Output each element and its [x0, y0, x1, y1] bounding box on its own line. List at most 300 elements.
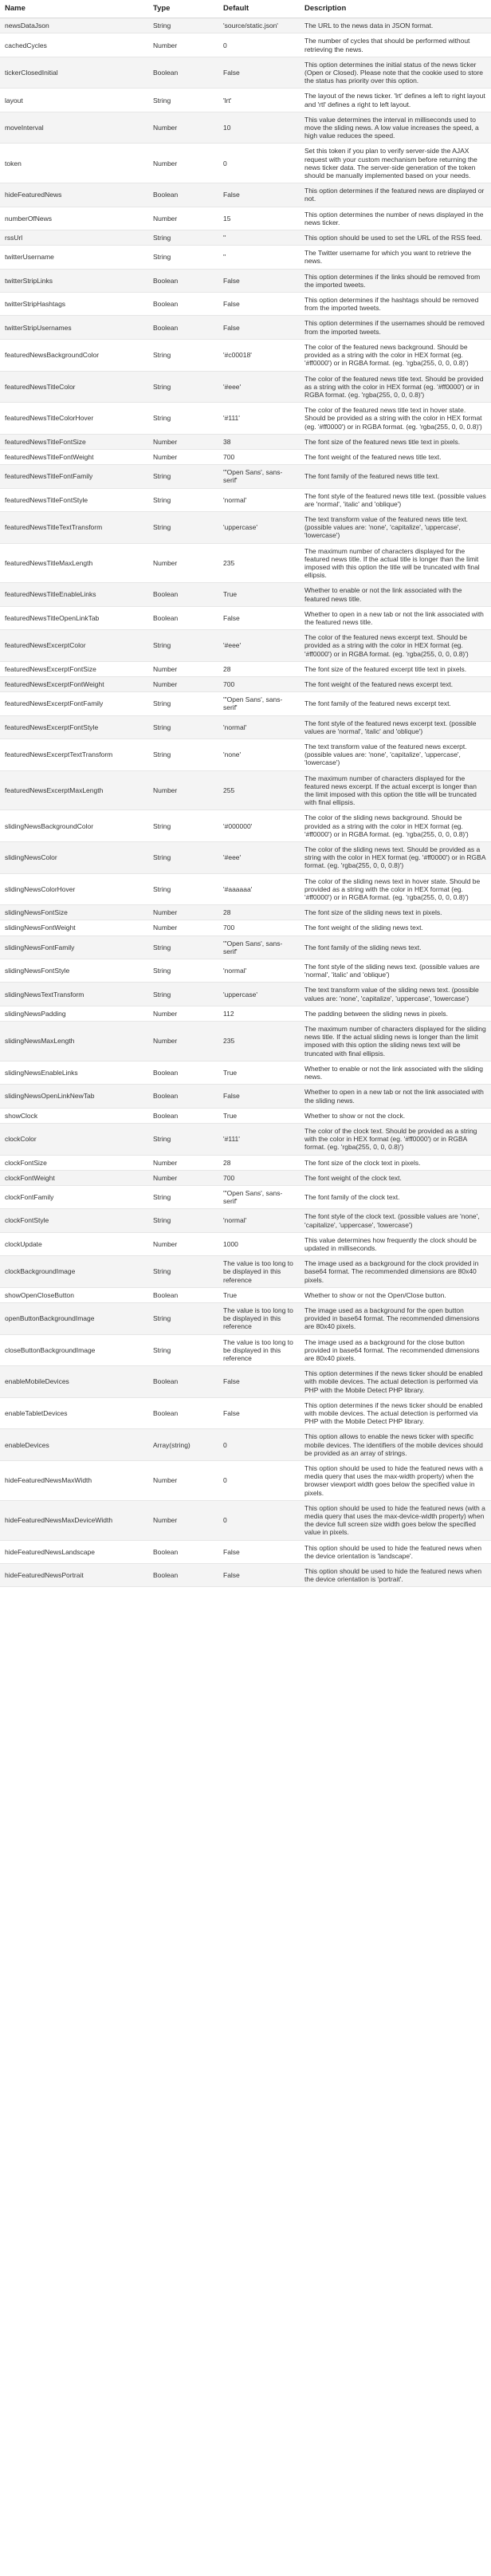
option-description-cell: The font weight of the sliding news text.: [300, 920, 491, 935]
option-type-cell: Number: [148, 1022, 218, 1062]
option-default-cell: 28: [218, 661, 300, 676]
table-row: [0, 959, 491, 983]
option-name-cell: enableTabletDevices: [0, 1397, 148, 1429]
option-description-cell: This option should be used to set the URL of the RSS feed.: [300, 230, 491, 246]
option-name-cell: featuredNewsBackgroundColor: [0, 339, 148, 371]
option-name-cell: slidingNewsTextTransform: [0, 983, 148, 1006]
option-name-cell: hideFeaturedNewsLandscape: [0, 1540, 148, 1563]
option-default-cell: '"Open Sans', sans-serif': [218, 692, 300, 715]
option-type-cell: String: [148, 230, 218, 246]
option-description-cell: The image used as a background for the clock provided in base64 format. The recommended dimensions are 80x40 pixels.: [300, 1256, 491, 1288]
option-name-cell: enableMobileDevices: [0, 1366, 148, 1398]
option-default-cell: The value is too long to be displayed in this reference: [218, 1302, 300, 1334]
option-default-cell: '#000000': [218, 810, 300, 842]
option-default-cell: '#eee': [218, 630, 300, 662]
table-row: [0, 339, 491, 371]
table-row: [0, 183, 491, 207]
option-type-cell: String: [148, 842, 218, 874]
option-description-cell: This option should be used to hide the featured news with a media query that uses the max-width property) when the browser viewport width goes below the specified value in pixels.: [300, 1461, 491, 1501]
column-header-description: Description: [300, 0, 491, 18]
option-type-cell: String: [148, 935, 218, 959]
option-name-cell: slidingNewsFontWeight: [0, 920, 148, 935]
option-default-cell: 28: [218, 1155, 300, 1170]
option-type-cell: Number: [148, 1170, 218, 1185]
option-description-cell: The URL to the news data in JSON format.: [300, 18, 491, 33]
option-description-cell: The font weight of the featured news title text.: [300, 449, 491, 464]
option-description-cell: The font size of the clock text in pixels.: [300, 1155, 491, 1170]
option-description-cell: The font family of the featured news excerpt text.: [300, 692, 491, 715]
option-type-cell: Number: [148, 1006, 218, 1021]
option-type-cell: Boolean: [148, 1085, 218, 1108]
option-default-cell: True: [218, 1061, 300, 1084]
table-row: [0, 449, 491, 464]
option-description-cell: The color of the sliding news text. Should be provided as a string with the color in HEX format (eg. '#ff0000') or in RGBA format. (eg. 'rgba(255, 0, 0, 0.8)'): [300, 842, 491, 874]
option-type-cell: String: [148, 630, 218, 662]
table-row: [0, 1461, 491, 1501]
table-row: [0, 1170, 491, 1185]
option-name-cell: layout: [0, 89, 148, 112]
option-default-cell: 'source/static.json': [218, 18, 300, 33]
option-name-cell: featuredNewsExcerptTextTransform: [0, 739, 148, 771]
option-description-cell: Whether to show or not the Open/Close button.: [300, 1287, 491, 1302]
option-description-cell: The color of the featured news title text in hover state. Should be provided as a string with the color in HEX format (eg. '#ff0000') or in RGBA format. (eg. 'rgba(255, 0, 0, 0.8)'): [300, 403, 491, 435]
option-description-cell: The number of cycles that should be performed without retrieving the news.: [300, 33, 491, 57]
table-row: [0, 465, 491, 488]
option-description-cell: This option should be used to hide the featured news when the device orientation is 'landscape'.: [300, 1540, 491, 1563]
option-type-cell: Number: [148, 676, 218, 691]
table-row: [0, 144, 491, 183]
header-row: [0, 0, 491, 18]
option-default-cell: '': [218, 246, 300, 269]
table-row: [0, 873, 491, 905]
option-name-cell: clockBackgroundImage: [0, 1256, 148, 1288]
option-type-cell: String: [148, 739, 218, 771]
option-type-cell: String: [148, 983, 218, 1006]
table-row: [0, 1366, 491, 1398]
table-row: [0, 230, 491, 246]
option-type-cell: String: [148, 246, 218, 269]
option-description-cell: Whether to open in a new tab or not the link associated with the featured news title.: [300, 606, 491, 629]
table-row: [0, 715, 491, 739]
table-row: [0, 1006, 491, 1021]
option-name-cell: featuredNewsTitleEnableLinks: [0, 583, 148, 606]
table-row: [0, 89, 491, 112]
option-type-cell: Number: [148, 770, 218, 810]
option-description-cell: This option determines if the news ticker should be enabled with mobile devices. The actual detection is performed via PHP with the Mobile Detect PHP library.: [300, 1397, 491, 1429]
option-type-cell: Boolean: [148, 1540, 218, 1563]
option-description-cell: Set this token if you plan to verify server-side the AJAX request with your custom mechanism before returning the news ticker data. The server-side generation of the token should be manually implemented based on your needs.: [300, 144, 491, 183]
option-name-cell: clockColor: [0, 1123, 148, 1155]
table-row: [0, 33, 491, 57]
option-description-cell: This value determines the interval in milliseconds used to move the sliding news. A low value increases the speed, a high value reduces the speed.: [300, 112, 491, 144]
option-description-cell: The image used as a background for the open button provided in base64 format. The recommended dimensions are 80x40 pixels.: [300, 1302, 491, 1334]
option-default-cell: True: [218, 1287, 300, 1302]
table-row: [0, 770, 491, 810]
option-default-cell: 700: [218, 920, 300, 935]
option-description-cell: The font family of the clock text.: [300, 1185, 491, 1208]
option-type-cell: Number: [148, 1232, 218, 1255]
option-default-cell: '#c00018': [218, 339, 300, 371]
option-type-cell: Boolean: [148, 1366, 218, 1398]
table-row: [0, 1123, 491, 1155]
option-type-cell: Boolean: [148, 1061, 218, 1084]
table-row: [0, 1334, 491, 1366]
option-type-cell: Number: [148, 1500, 218, 1540]
option-description-cell: This option determines if the featured news are displayed or not.: [300, 183, 491, 207]
option-default-cell: False: [218, 269, 300, 292]
table-row: [0, 403, 491, 435]
option-name-cell: hideFeaturedNewsMaxWidth: [0, 1461, 148, 1501]
option-default-cell: 15: [218, 207, 300, 230]
option-name-cell: clockFontFamily: [0, 1185, 148, 1208]
option-name-cell: hideFeaturedNewsMaxDeviceWidth: [0, 1500, 148, 1540]
option-default-cell: 'normal': [218, 1209, 300, 1232]
table-row: [0, 676, 491, 691]
table-row: [0, 983, 491, 1006]
option-name-cell: slidingNewsFontSize: [0, 905, 148, 920]
option-description-cell: The text transform value of the sliding news text. (possible values are: 'none', 'capitalize', 'uppercase', 'lowercase'): [300, 983, 491, 1006]
table-row: [0, 1302, 491, 1334]
option-default-cell: 'uppercase': [218, 511, 300, 543]
table-row: [0, 920, 491, 935]
table-row: [0, 1061, 491, 1084]
option-default-cell: False: [218, 57, 300, 89]
option-type-cell: Boolean: [148, 316, 218, 339]
option-type-cell: Boolean: [148, 606, 218, 629]
table-row: [0, 269, 491, 292]
option-default-cell: 'normal': [218, 715, 300, 739]
table-row: [0, 1429, 491, 1461]
option-name-cell: twitterStripLinks: [0, 269, 148, 292]
option-name-cell: slidingNewsColor: [0, 842, 148, 874]
option-type-cell: String: [148, 403, 218, 435]
option-default-cell: 'normal': [218, 959, 300, 983]
option-default-cell: 'lrt': [218, 89, 300, 112]
option-description-cell: Whether to open in a new tab or not the link associated with the sliding news.: [300, 1085, 491, 1108]
option-name-cell: featuredNewsExcerptColor: [0, 630, 148, 662]
option-description-cell: The text transform value of the featured news excerpt. (possible values are: 'none', 'capitalize', 'uppercase', 'lowercase'): [300, 739, 491, 771]
option-name-cell: slidingNewsFontFamily: [0, 935, 148, 959]
option-default-cell: False: [218, 293, 300, 316]
option-default-cell: False: [218, 1540, 300, 1563]
option-default-cell: 0: [218, 33, 300, 57]
option-default-cell: '#111': [218, 403, 300, 435]
option-type-cell: String: [148, 1185, 218, 1208]
option-type-cell: Number: [148, 1461, 218, 1501]
table-row: [0, 1564, 491, 1587]
option-type-cell: Number: [148, 543, 218, 583]
option-description-cell: The color of the sliding news background. Should be provided as a string with the color in HEX format (eg. '#ff0000') or in RGBA format. (eg. 'rgba(255, 0, 0, 0.8)'): [300, 810, 491, 842]
table-row: [0, 661, 491, 676]
option-description-cell: This option determines if the news ticker should be enabled with mobile devices. The actual detection is performed via PHP with the Mobile Detect PHP library.: [300, 1366, 491, 1398]
option-name-cell: featuredNewsTitleFontFamily: [0, 465, 148, 488]
option-type-cell: String: [148, 959, 218, 983]
option-default-cell: 10: [218, 112, 300, 144]
option-description-cell: Whether to enable or not the link associated with the sliding news.: [300, 1061, 491, 1084]
option-type-cell: String: [148, 873, 218, 905]
option-default-cell: 0: [218, 144, 300, 183]
option-name-cell: featuredNewsTitleColorHover: [0, 403, 148, 435]
table-row: [0, 935, 491, 959]
option-default-cell: 'none': [218, 739, 300, 771]
option-type-cell: Boolean: [148, 183, 218, 207]
option-description-cell: This option should be used to hide the featured news (with a media query that uses the max-device-width property) when the device full screen size width goes below the specified value in pixels.: [300, 1500, 491, 1540]
option-type-cell: String: [148, 89, 218, 112]
option-name-cell: numberOfNews: [0, 207, 148, 230]
option-description-cell: The font family of the featured news title text.: [300, 465, 491, 488]
option-name-cell: enableDevices: [0, 1429, 148, 1461]
option-type-cell: Number: [148, 905, 218, 920]
option-default-cell: 112: [218, 1006, 300, 1021]
option-default-cell: 0: [218, 1500, 300, 1540]
option-type-cell: Boolean: [148, 1564, 218, 1587]
option-default-cell: True: [218, 583, 300, 606]
option-default-cell: '"Open Sans', sans-serif': [218, 935, 300, 959]
table-row: [0, 1108, 491, 1123]
option-default-cell: '"Open Sans', sans-serif': [218, 1185, 300, 1208]
option-name-cell: twitterStripUsernames: [0, 316, 148, 339]
option-description-cell: The maximum number of characters displayed for the featured news excerpt. If the actual excerpt is longer than the limit imposed with this option the title will be truncated with final ellipsis.: [300, 770, 491, 810]
option-default-cell: 255: [218, 770, 300, 810]
option-name-cell: featuredNewsExcerptFontSize: [0, 661, 148, 676]
option-description-cell: The color of the sliding news text in hover state. Should be provided as a string with the color in HEX format (eg. '#ff0000') or in RGBA format. (eg. 'rgba(255, 0, 0, 0.8)'): [300, 873, 491, 905]
option-name-cell: rssUrl: [0, 230, 148, 246]
option-default-cell: '#eee': [218, 371, 300, 403]
option-name-cell: slidingNewsOpenLinkNewTab: [0, 1085, 148, 1108]
option-name-cell: closeButtonBackgroundImage: [0, 1334, 148, 1366]
column-header-type: Type: [148, 0, 218, 18]
table-header: [0, 0, 491, 18]
option-description-cell: This option determines if the hashtags should be removed from the imported tweets.: [300, 293, 491, 316]
option-default-cell: False: [218, 316, 300, 339]
option-name-cell: tickerClosedInitial: [0, 57, 148, 89]
option-type-cell: Boolean: [148, 1108, 218, 1123]
table-row: [0, 810, 491, 842]
option-name-cell: clockFontSize: [0, 1155, 148, 1170]
option-name-cell: token: [0, 144, 148, 183]
option-name-cell: clockFontWeight: [0, 1170, 148, 1185]
option-default-cell: 0: [218, 1461, 300, 1501]
option-name-cell: featuredNewsTitleMaxLength: [0, 543, 148, 583]
option-description-cell: This option determines the number of news displayed in the news ticker.: [300, 207, 491, 230]
table-row: [0, 511, 491, 543]
table-row: [0, 1256, 491, 1288]
table-row: [0, 630, 491, 662]
option-default-cell: 700: [218, 1170, 300, 1185]
table-row: [0, 57, 491, 89]
option-type-cell: Boolean: [148, 293, 218, 316]
option-name-cell: slidingNewsEnableLinks: [0, 1061, 148, 1084]
option-type-cell: String: [148, 1209, 218, 1232]
option-description-cell: The color of the featured news background. Should be provided as a string with the color in HEX format (eg. '#ff0000') or in RGBA format. (eg. 'rgba(255, 0, 0, 0.8)'): [300, 339, 491, 371]
option-name-cell: newsDataJson: [0, 18, 148, 33]
option-description-cell: Whether to show or not the clock.: [300, 1108, 491, 1123]
option-type-cell: String: [148, 692, 218, 715]
option-type-cell: String: [148, 18, 218, 33]
option-description-cell: This value determines how frequently the clock should be updated in milliseconds.: [300, 1232, 491, 1255]
table-row: [0, 434, 491, 449]
option-type-cell: String: [148, 1256, 218, 1288]
option-description-cell: The font size of the featured news title text in pixels.: [300, 434, 491, 449]
option-type-cell: Number: [148, 661, 218, 676]
table-row: [0, 207, 491, 230]
option-description-cell: The maximum number of characters displayed for the featured news title. If the actual title is longer than the limit imposed with this option the title will be truncated with final ellipsis.: [300, 543, 491, 583]
table-row: [0, 842, 491, 874]
option-default-cell: False: [218, 606, 300, 629]
option-type-cell: String: [148, 339, 218, 371]
option-default-cell: False: [218, 183, 300, 207]
option-default-cell: False: [218, 1564, 300, 1587]
table-row: [0, 583, 491, 606]
option-default-cell: 'normal': [218, 488, 300, 511]
option-name-cell: hideFeaturedNewsPortrait: [0, 1564, 148, 1587]
option-default-cell: False: [218, 1397, 300, 1429]
option-name-cell: cachedCycles: [0, 33, 148, 57]
option-description-cell: The font size of the sliding news text in pixels.: [300, 905, 491, 920]
table-row: [0, 488, 491, 511]
option-name-cell: showClock: [0, 1108, 148, 1123]
option-description-cell: The font size of the featured excerpt title text in pixels.: [300, 661, 491, 676]
option-name-cell: featuredNewsTitleColor: [0, 371, 148, 403]
option-description-cell: The Twitter username for which you want to retrieve the news.: [300, 246, 491, 269]
option-description-cell: The image used as a background for the close button provided in base64 format. The recommended dimensions are 80x40 pixels.: [300, 1334, 491, 1366]
option-description-cell: The font style of the clock text. (possible values are 'none', 'capitalize', 'uppercase', 'lowercase'): [300, 1209, 491, 1232]
option-default-cell: 235: [218, 543, 300, 583]
table-row: [0, 692, 491, 715]
option-default-cell: '#111': [218, 1123, 300, 1155]
option-name-cell: clockUpdate: [0, 1232, 148, 1255]
table-row: [0, 1185, 491, 1208]
option-default-cell: '#aaaaaa': [218, 873, 300, 905]
option-name-cell: featuredNewsExcerptMaxLength: [0, 770, 148, 810]
option-type-cell: String: [148, 511, 218, 543]
option-name-cell: featuredNewsTitleFontWeight: [0, 449, 148, 464]
option-description-cell: The font style of the featured news title text. (possible values are 'normal', 'italic' and 'oblique'): [300, 488, 491, 511]
option-name-cell: moveInterval: [0, 112, 148, 144]
option-default-cell: 1000: [218, 1232, 300, 1255]
option-default-cell: '#eee': [218, 842, 300, 874]
option-type-cell: Number: [148, 434, 218, 449]
table-row: [0, 606, 491, 629]
option-type-cell: Boolean: [148, 583, 218, 606]
table-row: [0, 1500, 491, 1540]
option-name-cell: showOpenCloseButton: [0, 1287, 148, 1302]
column-header-default: Default: [218, 0, 300, 18]
option-default-cell: '': [218, 230, 300, 246]
option-type-cell: Number: [148, 144, 218, 183]
option-type-cell: Boolean: [148, 57, 218, 89]
table-row: [0, 371, 491, 403]
table-row: [0, 293, 491, 316]
option-default-cell: '"Open Sans', sans-serif': [218, 465, 300, 488]
option-description-cell: The color of the featured news excerpt text. Should be provided as a string with the color in HEX format (eg. '#ff0000') or in RGBA format. (eg. 'rgba(255, 0, 0, 0.8)'): [300, 630, 491, 662]
table-row: [0, 1232, 491, 1255]
table-row: [0, 246, 491, 269]
option-description-cell: This option allows to enable the news ticker with specific mobile devices. The identifiers of the mobile devices should be provided as an array of strings.: [300, 1429, 491, 1461]
table-row: [0, 112, 491, 144]
option-type-cell: String: [148, 465, 218, 488]
option-description-cell: This option determines if the links should be removed from the imported tweets.: [300, 269, 491, 292]
option-description-cell: The maximum number of characters displayed for the sliding news title. If the actual sliding news is longer than the limit imposed with this option the sliding news text will be truncated with final ellipsis.: [300, 1022, 491, 1062]
option-type-cell: Number: [148, 449, 218, 464]
table-row: [0, 543, 491, 583]
option-name-cell: featuredNewsExcerptFontStyle: [0, 715, 148, 739]
option-type-cell: Number: [148, 920, 218, 935]
option-default-cell: The value is too long to be displayed in this reference: [218, 1256, 300, 1288]
option-name-cell: featuredNewsTitleFontStyle: [0, 488, 148, 511]
table-row: [0, 1397, 491, 1429]
table-row: [0, 905, 491, 920]
option-description-cell: The color of the clock text. Should be provided as a string with the color in HEX format (eg. '#ff0000') or in RGBA format. (eg. 'rgba(255, 0, 0, 0.8)'): [300, 1123, 491, 1155]
option-type-cell: Boolean: [148, 269, 218, 292]
option-type-cell: String: [148, 488, 218, 511]
option-description-cell: The font weight of the featured news excerpt text.: [300, 676, 491, 691]
table-row: [0, 1287, 491, 1302]
option-name-cell: featuredNewsTitleOpenLinkTab: [0, 606, 148, 629]
option-description-cell: Whether to enable or not the link associated with the featured news title.: [300, 583, 491, 606]
option-name-cell: slidingNewsBackgroundColor: [0, 810, 148, 842]
option-description-cell: This option should be used to hide the featured news when the device orientation is 'portrait'.: [300, 1564, 491, 1587]
option-description-cell: The font style of the featured news excerpt text. (possible values are 'normal', 'italic' and 'oblique'): [300, 715, 491, 739]
option-name-cell: featuredNewsExcerptFontFamily: [0, 692, 148, 715]
option-default-cell: True: [218, 1108, 300, 1123]
option-description-cell: This option determines the initial status of the news ticker (Open or Closed). Please note that the cookie used to store the status has priority over this option.: [300, 57, 491, 89]
option-name-cell: clockFontStyle: [0, 1209, 148, 1232]
option-default-cell: 28: [218, 905, 300, 920]
option-default-cell: 0: [218, 1429, 300, 1461]
option-name-cell: twitterUsername: [0, 246, 148, 269]
option-type-cell: String: [148, 371, 218, 403]
table-row: [0, 1540, 491, 1563]
option-name-cell: hideFeaturedNews: [0, 183, 148, 207]
table-row: [0, 739, 491, 771]
option-description-cell: The color of the featured news title text. Should be provided as a string with the color in HEX format (eg. '#ff0000') or in RGBA format. (eg. 'rgba(255, 0, 0, 0.8)'): [300, 371, 491, 403]
option-name-cell: slidingNewsPadding: [0, 1006, 148, 1021]
option-default-cell: 38: [218, 434, 300, 449]
option-name-cell: slidingNewsFontStyle: [0, 959, 148, 983]
table-row: [0, 1022, 491, 1062]
option-type-cell: Boolean: [148, 1287, 218, 1302]
option-type-cell: Number: [148, 33, 218, 57]
option-default-cell: 700: [218, 676, 300, 691]
option-name-cell: twitterStripHashtags: [0, 293, 148, 316]
column-header-name: Name: [0, 0, 148, 18]
option-type-cell: String: [148, 810, 218, 842]
option-type-cell: String: [148, 1302, 218, 1334]
option-type-cell: Boolean: [148, 1397, 218, 1429]
option-default-cell: 'uppercase': [218, 983, 300, 1006]
table-row: [0, 1085, 491, 1108]
option-description-cell: The text transform value of the featured news title text. (possible values are: 'none', 'capitalize', 'uppercase', 'lowercase'): [300, 511, 491, 543]
option-type-cell: Number: [148, 112, 218, 144]
option-name-cell: slidingNewsColorHover: [0, 873, 148, 905]
option-description-cell: The font weight of the clock text.: [300, 1170, 491, 1185]
option-name-cell: featuredNewsExcerptFontWeight: [0, 676, 148, 691]
option-description-cell: The padding between the sliding news in pixels.: [300, 1006, 491, 1021]
option-description-cell: The font family of the sliding news text.: [300, 935, 491, 959]
option-type-cell: Number: [148, 207, 218, 230]
option-default-cell: False: [218, 1085, 300, 1108]
option-description-cell: The layout of the news ticker. 'lrt' defines a left to right layout and 'rtl' defines a right to left layout.: [300, 89, 491, 112]
table-row: [0, 1155, 491, 1170]
table-row: [0, 1209, 491, 1232]
option-type-cell: String: [148, 715, 218, 739]
option-description-cell: The font style of the sliding news text. (possible values are 'normal', 'italic' and 'oblique'): [300, 959, 491, 983]
table-row: [0, 18, 491, 33]
option-default-cell: False: [218, 1366, 300, 1398]
option-default-cell: 700: [218, 449, 300, 464]
option-name-cell: openButtonBackgroundImage: [0, 1302, 148, 1334]
